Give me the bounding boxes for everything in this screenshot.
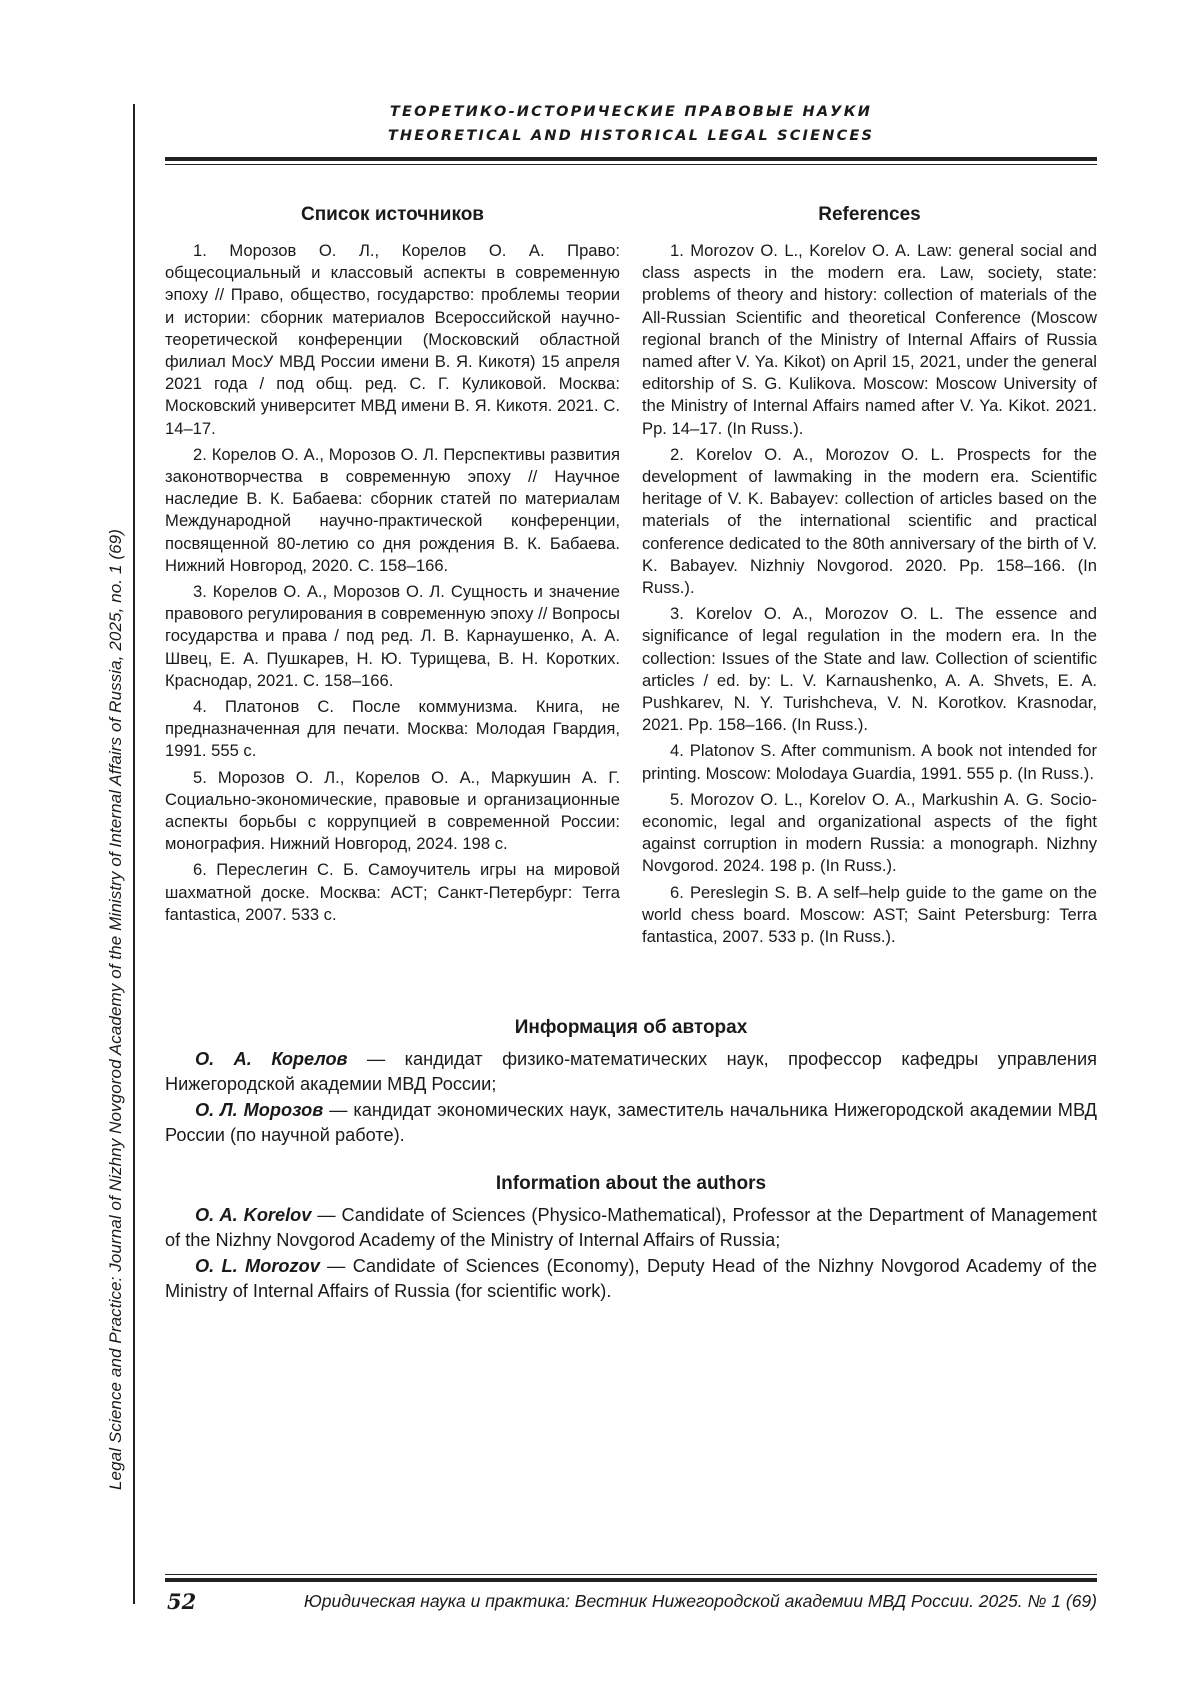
reference-item: 6. Pereslegin S. B. A self–help guide to the game on the world chess board. Moscow: AST; Saint Petersburg: Terra fantastica, 2007. 533 p. (In Russ.). [642, 882, 1097, 947]
authors-info-ru [165, 1015, 1097, 1149]
source-item: 3. Корелов О. А., Морозов О. Л. Сущность и значение правового регулирования в современную эпоху // Вопросы государства и права / под ред. Л. В. Карнаушенко, А. А. Швец, Е. А. Пушкарев, Н. Ю. Турищева, В. Н. Коротких. Краснодар, 2021. С. 158–166. [165, 582, 620, 690]
author-name: O. A. Korelov [195, 1204, 312, 1225]
author-description: — кандидат экономических наук, заместитель начальника Нижегородской академии МВД России (по научной работе). [165, 1099, 1098, 1145]
reference-item: 1. Morozov O. L., Korelov O. A. Law: general social and class aspects in the modern era. Law, society, state: problems of theory and history: collection of materials of the All-Russian Scientific and theoretical Conference (Moscow regional branch of the Ministry of Internal Affairs of Russia named after V. Ya. Kikot) on April 15, 2021, under the general editorship of S. G. Kulikova. Moscow: Moscow University of the Ministry of Internal Affairs named after V. Ya. Kikot. 2021. Pp. 14–17. (In Russ.). [642, 241, 1097, 438]
author-entry [165, 1047, 1097, 1098]
references-title: References [818, 204, 921, 225]
footer-rule-thin [165, 1574, 1097, 1575]
footer-rule-thick [165, 1578, 1097, 1582]
section-header-ru: ТЕОРЕТИКО-ИСТОРИЧЕСКИЕ ПРАВОВЫЕ НАУКИ [389, 104, 873, 120]
author-description: — Candidate of Sciences (Economy), Deputy Head of the Nizhny Novgorod Academy of the Ministry of Internal Affairs of Russia (for scientific work). [165, 1255, 1097, 1301]
source-item: 2. Корелов О. А., Морозов О. Л. Перспективы развития законотворчества в современную эпоху // Научное наследие В. К. Бабаева: сборник статей по материалам Международной научно-практической конференции, посвященной 80-летию со дня рождения В. К. Бабаева. Нижний Новгород, 2020. С. 158–166. [165, 444, 620, 575]
authors-info-en [165, 1171, 1097, 1305]
author-entry [165, 1254, 1097, 1305]
side-journal-title: Legal Science and Practice: Journal of Nizhny Novgorod Academy of the Ministry of Internal Affairs of Russia, 2025, no. 1 (69) [106, 529, 125, 1490]
source-item: 1. Морозов О. Л., Корелов О. А. Право: общесоциальный и классовый аспекты в современную эпоху // Право, общество, государство: проблемы теории и истории: сборник материалов Всероссийской научно-теоретической конференции (Московский областной филиал МосУ МВД России имени В. Я. Кикотя) 15 апреля 2021 года / под общ. ред. С. Г. Куликовой. Москва: Московский университет МВД имени В. Я. Кикотя. 2021. С. 14–17. [165, 241, 620, 438]
reference-item: 5. Morozov O. L., Korelov O. A., Markushin A. G. Socio-economic, legal and organizational aspects of the fight against corruption in modern Russia: a monograph. Nizhny Novgorod. 2024. 198 p. (In Russ.). [642, 789, 1097, 876]
authors-info-ru-title: Информация об авторах [514, 1017, 748, 1038]
page-number: 52 [167, 1589, 197, 1614]
journal-citation: Юридическая наука и практика: Вестник Нижегородской академии МВД России. 2025. № 1 (69) [303, 1591, 1097, 1611]
source-item: 6. Переслегин С. Б. Самоучитель игры на мировой шахматной доске. Москва: АСТ; Санкт-Петербург: Terra fantastica, 2007. 533 с. [165, 860, 620, 924]
author-entry [165, 1203, 1097, 1254]
source-item: 5. Морозов О. Л., Корелов О. А., Маркушин А. Г. Социально-экономические, правовые и организационные аспекты борьбы с коррупцией в современной России: монография. Нижний Новгород, 2024. 198 с. [165, 767, 620, 854]
author-description: — Candidate of Sciences (Physico-Mathematical), Professor at the Department of Management of the Nizhny Novgorod Academy of the Ministry of Internal Affairs of Russia; [165, 1204, 1097, 1250]
sources-column-ru [165, 202, 620, 930]
author-name: O. L. Morozov [195, 1255, 320, 1276]
section-header-en: THEORETICAL AND HISTORICAL LEGAL SCIENCES [387, 128, 875, 144]
reference-item: 4. Platonov S. After communism. A book not intended for printing. Moscow: Molodaya Guardia, 1991. 555 p. (In Russ.). [642, 741, 1097, 783]
source-item: 4. Платонов С. После коммунизма. Книга, не предназначенная для печати. Москва: Молодая Гвардия, 1991. 555 с. [165, 697, 620, 761]
reference-item: 2. Korelov O. A., Morozov O. L. Prospects for the development of lawmaking in the modern era. Scientific heritage of V. K. Babayev: collection of articles based on the materials of the international scientific and practical conference dedicated to the 80th anniversary of the birth of V. K. Babayev. Nizhniy Novgorod. 2020. Pp. 158–166. (In Russ.). [642, 444, 1097, 598]
references-column-en [642, 202, 1097, 952]
side-rule [133, 104, 135, 1604]
author-description: — кандидат физико-математических наук, профессор кафедры управления Нижегородской академии МВД России; [165, 1048, 1097, 1094]
section-header [165, 100, 1097, 148]
header-rule-thick [165, 157, 1097, 161]
reference-item: 3. Korelov O. A., Morozov O. L. The essence and significance of legal regulation in the modern era. In the collection: Issues of the State and law. Collection of scientific articles / ed. by: L. V. Karnaushenko, A. A. Shvets, E. A. Pushkarev, N. Y. Turishcheva, V. N. Korotkov. Krasnodar, 2021. Pp. 158–166. (In Russ.). [642, 604, 1097, 735]
sources-title: Список источников [300, 204, 484, 225]
author-entry [165, 1098, 1097, 1149]
author-name: О. Л. Морозов [195, 1099, 324, 1120]
authors-info-en-title: Information about the authors [495, 1173, 767, 1194]
author-name: О. А. Корелов [195, 1048, 348, 1069]
header-rule-thin [165, 164, 1097, 165]
